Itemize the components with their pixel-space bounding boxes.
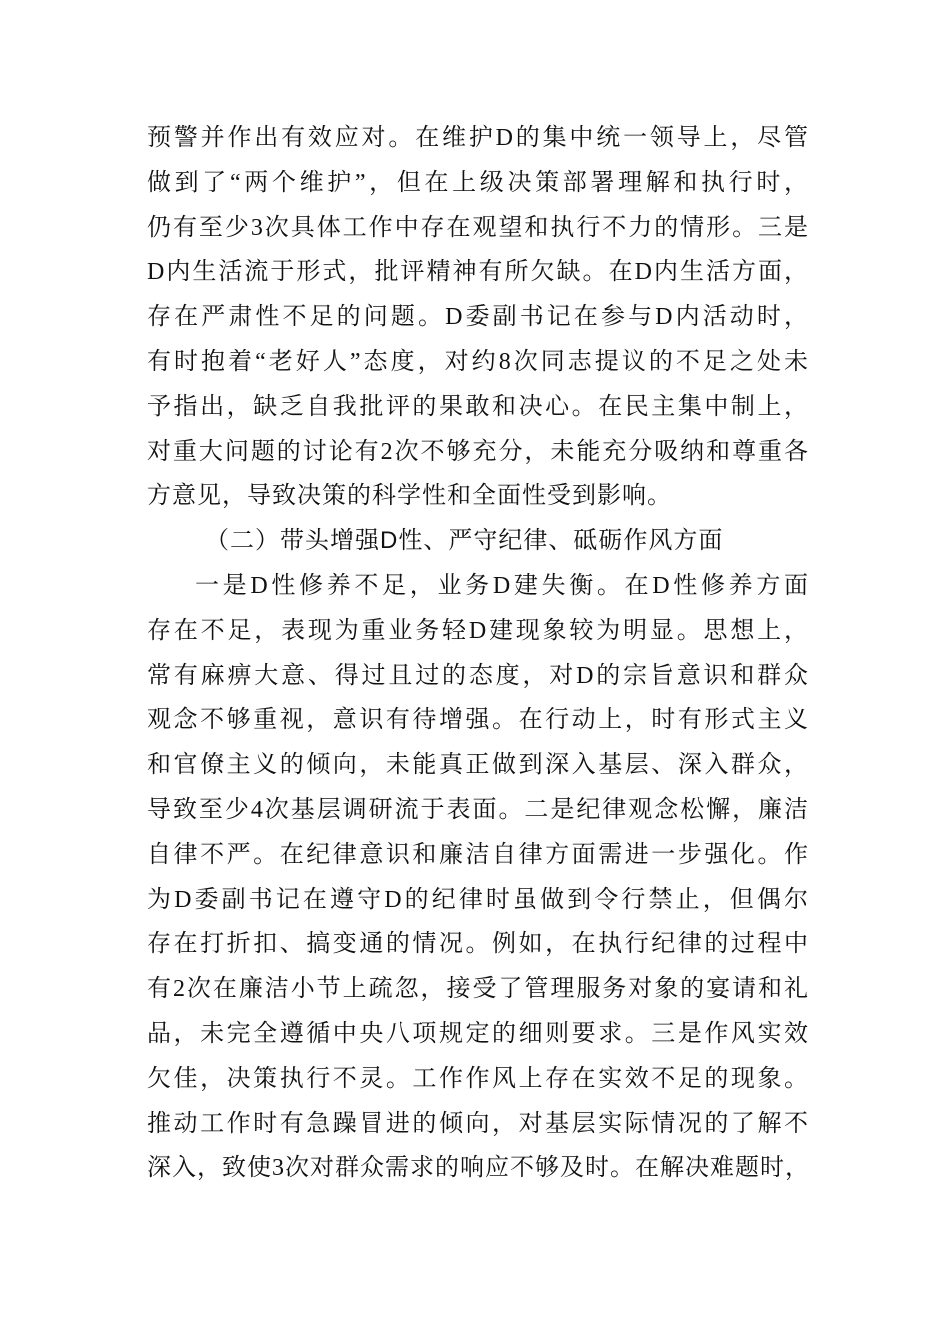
text-line: 预警并作出有效应对。在维护D的集中统一领导上，尽管 [147, 125, 809, 151]
text-line: 深入，致使3次对群众需求的响应不够及时。在解决难题时， [147, 1155, 810, 1182]
text-line: 予指出，缺乏自我批评的果敢和决心。在民主集中制上， [147, 393, 809, 420]
text-line: 推动工作时有急躁冒进的倾向，对基层实际情况的了解不 [147, 1110, 809, 1137]
text-line: 一是D性修养不足，业务D建失衡。在D性修养方面 [195, 572, 809, 599]
text-line: 自律不严。在纪律意识和廉洁自律方面需进一步强化。作 [147, 841, 809, 868]
text-line: 有时抱着“老好人”态度，对约8次同志提议的不足之处未 [147, 348, 809, 375]
text-line: 品，未完全遵循中央八项规定的细则要求。三是作风实效 [147, 1020, 809, 1047]
text-line: 有2次在廉洁小节上疏忽，接受了管理服务对象的宴请和礼 [147, 976, 809, 1003]
text-line: 和官僚主义的倾向，未能真正做到深入基层、深入群众， [147, 752, 809, 779]
text-line: 存在严肃性不足的问题。D委副书记在参与D内活动时， [147, 304, 809, 331]
text-line: 欠佳，决策执行不灵。工作作风上存在实效不足的现象。 [147, 1065, 809, 1092]
text-line: 做到了“两个维护”，但在上级决策部署理解和执行时， [147, 169, 809, 196]
text-line: 存在打折扣、搞变通的情况。例如，在执行纪律的过程中 [147, 931, 809, 958]
text-line: 存在不足，表现为重业务轻D建现象较为明显。思想上， [147, 617, 809, 644]
text-line: 观念不够重视，意识有待增强。在行动上，时有形式主义 [147, 707, 809, 734]
text-line: D内生活流于形式，批评精神有所欠缺。在D内生活方面， [147, 259, 809, 286]
text-line: 对重大问题的讨论有2次不够充分，未能充分吸纳和尊重各 [147, 438, 809, 465]
section-heading: （二）带头增强D性、严守纪律、砥砺作风方面 [205, 527, 724, 555]
text-line: 为D委副书记在遵守D的纪律时虽做到令行禁止，但偶尔 [147, 886, 809, 913]
text-line: 方意见，导致决策的科学性和全面性受到影响。 [147, 483, 672, 510]
document-body [147, 116, 809, 1191]
text-line: 导致至少4次基层调研流于表面。二是纪律观念松懈，廉洁 [147, 796, 809, 823]
text-line: 常有麻痹大意、得过且过的态度，对D的宗旨意识和群众 [147, 662, 809, 689]
text-line: 仍有至少3次具体工作中存在观望和执行不力的情形。三是 [147, 214, 809, 241]
